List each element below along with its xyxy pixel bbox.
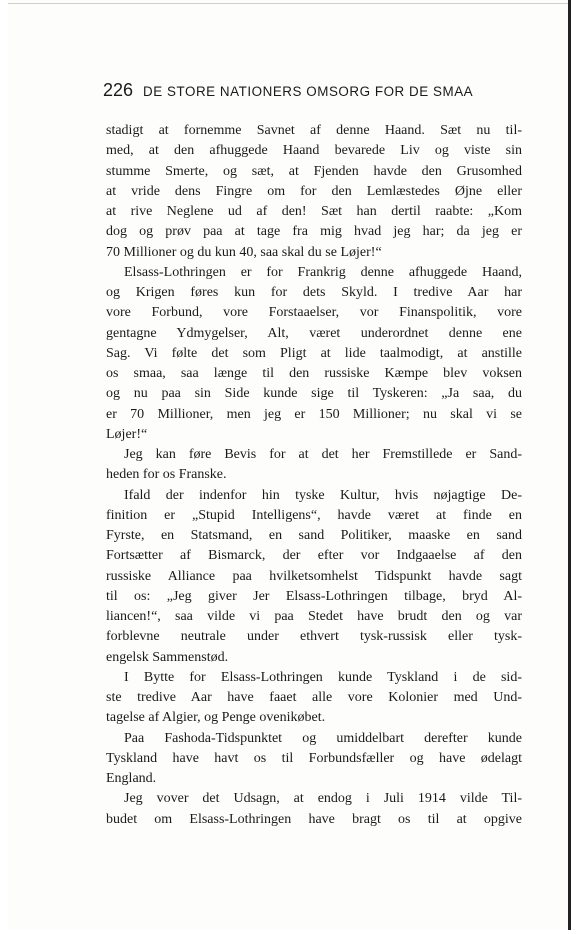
- text-line: England.: [106, 771, 157, 786]
- text-line: tagelse af Algier, og Penge ovenikøbet.: [106, 710, 326, 726]
- text-line: dog og prøv paa at tage fra mig hvad jeg har; da jeg er: [106, 224, 522, 240]
- text-line: Ifald der indenfor hin tyske Kultur, hvis nøjagtige De-: [124, 487, 522, 503]
- text-line: og Krigen føres kun for dets Skyld. I tredive Aar har: [106, 285, 522, 300]
- text-line: Jeg vover det Udsagn, at endog i Juli 1914 vilde Til-: [124, 791, 522, 807]
- text-line: gentagne Ydmygelser, Alt, været underordnet denne ene: [106, 325, 522, 341]
- page-header: [103, 80, 527, 100]
- text-line: at vride dens Fingre om for den Lemlæstedes Øjne eller: [106, 183, 522, 199]
- text-line: vore Forbund, vore Forstaaelser, vor Finanspolitik, vore: [106, 305, 522, 321]
- text-line: os smaa, saa længe til den russiske Kæmpe blev voksen: [106, 366, 522, 381]
- text-line: liancen!“, saa vilde vi paa Stedet have brudt den og var: [106, 609, 522, 624]
- text-line: Jeg kan føre Bevis for at det her Fremstillede er Sand-: [124, 447, 522, 462]
- text-line: Elsass-Lothringen er for Frankrig denne afhuggede Haand,: [124, 264, 522, 280]
- text-line: Tyskland have havt os til Forbundsfæller og have ødelagt: [106, 750, 522, 766]
- text-line: Fortsætter af Bismarck, der efter vor Indgaaelse af den: [106, 548, 522, 564]
- text-line: ste tredive Aar have faaet alle vore Kolonier med Und-: [106, 690, 522, 705]
- text-line: Sag. Vi følte det som Pligt at lide taalmodigt, at anstille: [106, 345, 522, 361]
- page-number: 226: [103, 80, 134, 100]
- text-line: forblevne neutrale under ethvert tysk-russisk eller tysk-: [106, 629, 522, 645]
- text-line: engelsk Sammenstød.: [106, 649, 229, 665]
- text-line: med, at den afhuggede Haand bevarede Liv og viste sin: [106, 143, 522, 159]
- text-line: stumme Smerte, og sæt, at Fjenden havde den Grusomhed: [106, 163, 522, 179]
- text-line: 70 Millioner og du kun 40, saa skal du se Løjer!“: [106, 244, 382, 260]
- text-line: og nu paa sin Side kunde sige til Tyskeren: „Ja saa, du: [106, 386, 522, 402]
- text-line: heden for os Franske.: [106, 467, 227, 483]
- text-line: at rive Neglene ud af den! Sæt han dertil raabte: „Kom: [106, 204, 522, 219]
- text-line: er 70 Millioner, men jeg er 150 Millioner; nu skal vi se: [106, 406, 522, 422]
- text-line: russiske Alliance paa hvilketsomhelst Tidspunkt havde sagt: [106, 568, 522, 584]
- text-line: Fyrste, en Statsmand, en sand Politiker, maaske en sand: [106, 528, 522, 543]
- text-line: Løjer!“: [106, 426, 148, 442]
- body-text: [106, 121, 522, 830]
- text-line: til os: „Jeg giver Jer Elsass-Lothringen tilbage, bryd Al-: [106, 588, 522, 604]
- text-line: finition er „Stupid Intelligens“, havde været at finde en: [106, 507, 522, 523]
- running-head: DE STORE NATIONERS OMSORG FOR DE SMAA: [143, 84, 474, 99]
- text-line: Paa Fashoda-Tidspunktet og umiddelbart derefter kunde: [124, 730, 522, 746]
- text-line: budet om Elsass-Lothringen have bragt os til at opgive: [106, 811, 522, 827]
- text-line: stadigt at fornemme Savnet af denne Haand. Sæt nu til-: [106, 123, 522, 138]
- text-line: I Bytte for Elsass-Lothringen kunde Tyskland i de sid-: [124, 669, 522, 685]
- top-rule: [8, 3, 568, 4]
